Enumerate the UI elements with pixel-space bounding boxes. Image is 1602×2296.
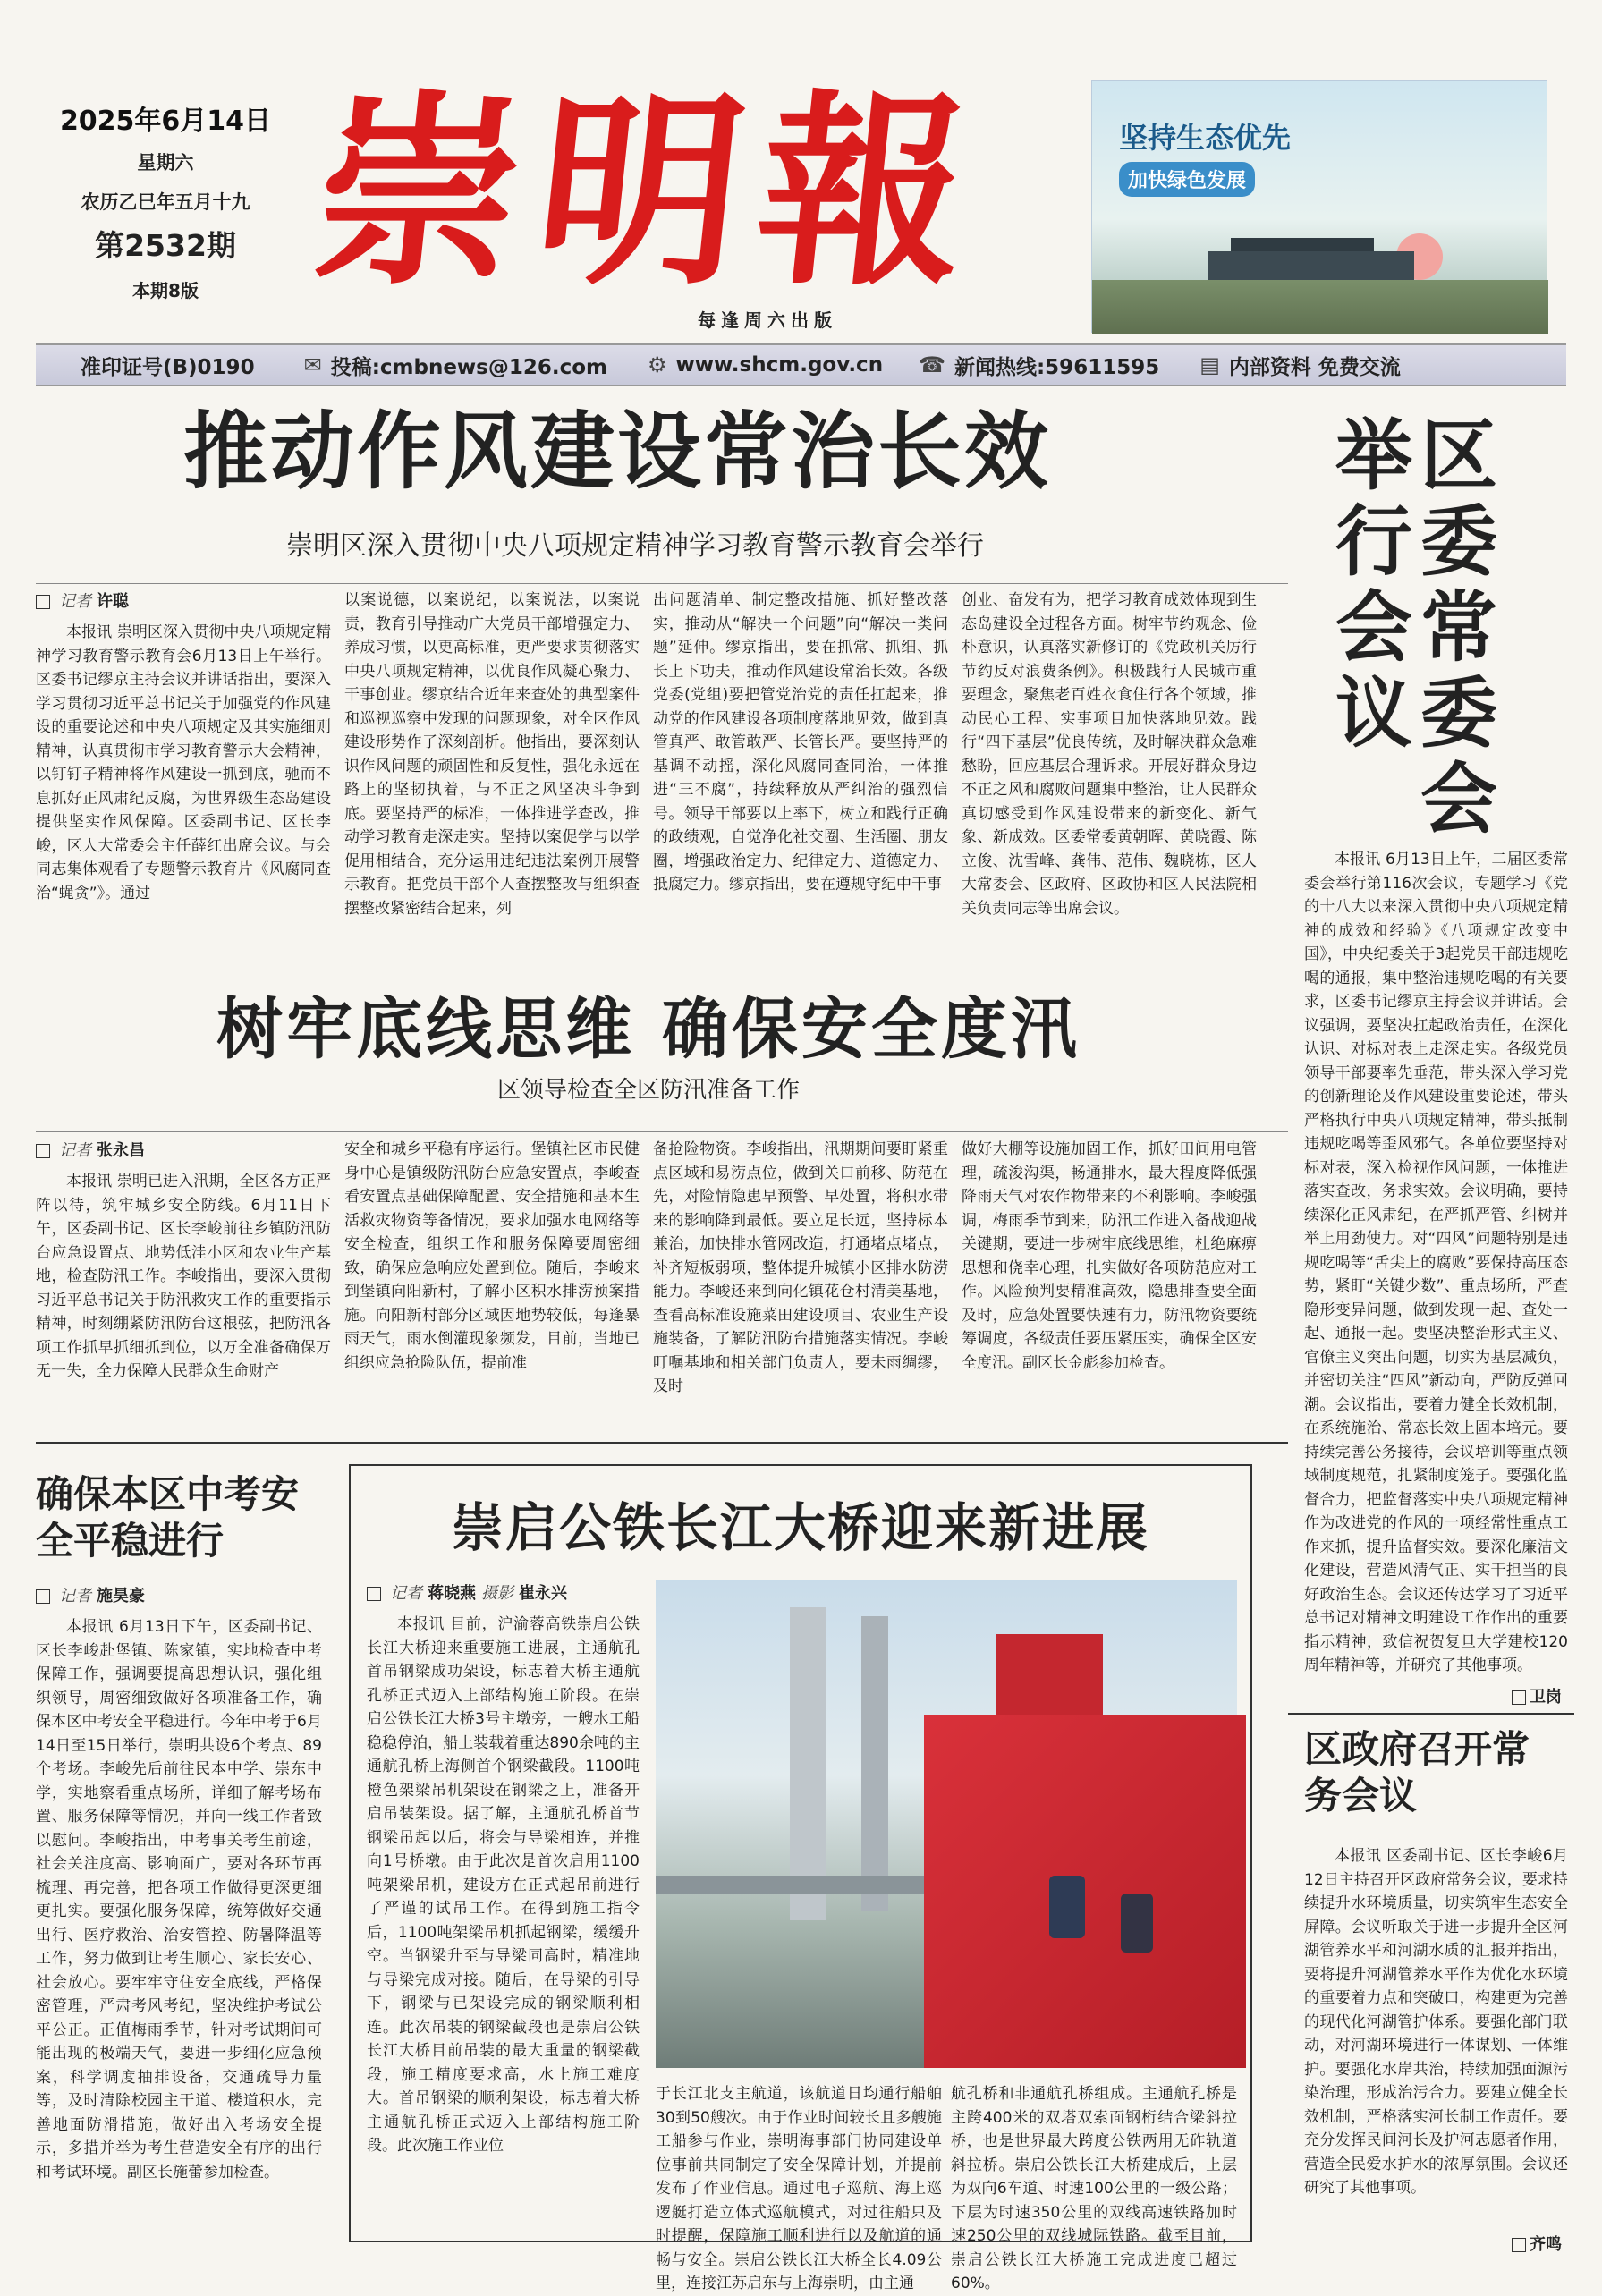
building-graphic (1208, 251, 1414, 282)
distribution-note: 内部资料 免费交流 (1228, 355, 1401, 379)
website-url: www.shcm.gov.cn (675, 353, 884, 377)
email-segment (304, 351, 607, 380)
story4-author: 施昊豪 (97, 1587, 145, 1606)
hotline-segment (919, 351, 1159, 380)
website-segment (648, 352, 883, 377)
issue-date: 2025年6月14日 (59, 106, 272, 137)
bridge-deck-graphic (656, 1876, 924, 1894)
story4-byline: 记者 施昊豪 (36, 1583, 145, 1606)
story1-subtitle: 崇明区深入贯彻中央八项规定精神学习教育警示教育会举行 (286, 530, 984, 562)
issue-number: 第2532期 (95, 228, 236, 263)
lunar-date: 农历乙巳年五月十九 (81, 191, 250, 213)
bridge-tower-graphic (861, 1616, 888, 1911)
story5-column-2: 于长江北支主航道，该航道日均通行船舶30到50艘次。由于作业时间较长且多艘施工船参与作业，崇明海事部门协同建设单位事前共同制定了安全保障计划，并提前发布了作业信息。通过电子巡航、海上巡逻艇打造立体式巡航模式，对过往船只及时提醒，保障施工顺利进行以及航道的通畅与安全。崇启公铁长江大桥全长4.09公里，连接江苏启东与上海崇明，由主通 (656, 2085, 942, 2292)
story5-column-3: 航孔桥和非通航孔桥组成。主通航孔桥是主跨400米的双塔双索面钢桁结合梁斜拉桥，也是世界最大跨度公铁两用无砟轨道斜拉桥。崇启公铁长江大桥建成后，上层为双向6车道、时速100公里的一级公路；下层为时速350公里的双线高速铁路加时速250公里的双线城际铁路。截至目前，崇启公铁长江大桥施工完成进度已超过60%。 (951, 2085, 1237, 2292)
banner-ad-line2: 加快绿色发展 (1119, 162, 1255, 197)
divider (1288, 1713, 1574, 1715)
contribute-icon: ✉ (303, 352, 322, 377)
banner-ad-line1: 坚持生态优先 (1119, 121, 1292, 155)
story2-byline: 卫岗 (1512, 1684, 1562, 1707)
story6-headline: 区政府召开常务会议 (1304, 1727, 1530, 1817)
story2-headline-right: 举 行 会 议 (1335, 411, 1412, 758)
story5-headline: 崇启公铁长江大桥迎来新进展 (451, 1497, 1149, 1558)
story3-column-4: 做好大棚等设施加固工作，抓好田间用电管理，疏浚沟渠，畅通排水，最大程度降低强降雨天气对农作物带来的不利影响。李峻强调，梅雨季节到来，防汛工作进入备战迎战关键期，要进一步树牢底线思维，杜绝麻痹思想和侥幸心理，扎实做好各项防范应对工作。风险预判要精准高效，隐患排查要全面及时，应急处置要快速有力，防汛物资要统筹调度，各级责任要压紧压实，确保全区安全度汛。副区长金彪参加检查。 (962, 1140, 1257, 1372)
note-segment (1199, 351, 1401, 380)
worker-graphic (1121, 1894, 1153, 1953)
phone-icon: ☎ (919, 352, 945, 377)
license-segment (81, 351, 255, 380)
globe-icon: ⚙ (648, 352, 667, 377)
story2-body: 本报讯 6月13日上午，二届区委常委会举行第116次会议，专题学习《党的十八大以来深入贯彻中央八项规定精神的成效和经验》《八项规定改变中国》，中央纪委关于3起党员干部违规吃喝的通报，集中整治违规吃喝的有关要求，区委书记缪京主持会议并讲话。会议强调，要坚决扛起政治责任，在深化认识、对标对表上走深走实。各级党员领导干部要率先垂范，带头深入学习党的创新理论及作风建设重要论述，带头严格执行中央八项规定精神，带头抵制违规吃喝等歪风邪气。各单位要坚持对标对表，深入检视作风问题，一体推进落实查改，务求实效。会议明确，要持续深化正风肃纪，在严抓严管、纠树并举上用劲使力。对“四风”问题特别是违规吃喝等“舌尖上的腐败”要保持高压态势，紧盯“关键少数”、重点场所，严查隐形变异问题，做到发现一起、查处一起、通报一起。要坚决整治形式主义、官僚主义突出问题，切实为基层减负，并密切关注“四风”新动向，严防反弹回潮。会议指出，要着力健全长效机制，在系统施治、常态长效上固本培元。要持续完善公务接待，会议培训等重点领域制度规范，扎紧制度笼子。要强化监督合力，把监督落实中央八项规定精神作为改进党的作风的一项经常性重点工作来抓，提升监督实效。要深化廉洁文化建设，营造风清气正、实干担当的良好政治生态。会议还传达学习了习近平总书记对精神文明建设工作作出的重要指示精神，致信祝贺复旦大学建校120周年精神等，并研究了其他事项。 (1304, 851, 1568, 1674)
story1-byline: 记者 许聪 (36, 589, 129, 612)
divider (36, 1442, 1288, 1444)
bridge-tower-graphic (790, 1607, 826, 1920)
news-hotline: 新闻热线:59611595 (954, 355, 1160, 379)
bridge-construction-photo (656, 1580, 1237, 2068)
story6-byline: 齐鸣 (1512, 2232, 1562, 2255)
story5-photographer: 崔永兴 (519, 1584, 567, 1603)
story3-headline: 树牢底线思维 确保安全度汛 (216, 991, 1081, 1068)
divider (36, 1131, 1288, 1132)
story3-byline: 记者 张永昌 (36, 1138, 145, 1161)
story4-headline: 确保本区中考安全平稳进行 (36, 1472, 300, 1563)
story1-headline: 推动作风建设常治长效 (182, 402, 1051, 501)
divider (36, 583, 1288, 584)
story3-column-2: 安全和城乡平稳有序运行。堡镇社区市民健身中心是镇级防汛防台应急安置点，李峻查看安置点基础保障配置、安全措施和基本生活救灾物资等备情况，要求加强水电网络等安全检查，组织工作和服务保障要周密细致，确保应急响应处置到位。随后，李峻来到堡镇向阳新村，了解小区积水排涝预案措施。向阳新村部分区域因地势较低，每逢暴雨天气，雨水倒灌现象频发，目前，当地已组织应急抢险队伍，提前准 (344, 1140, 640, 1372)
story3-subtitle: 区领导检查全区防汛准备工作 (496, 1077, 800, 1104)
story1-author: 许聪 (97, 592, 129, 611)
story1-column-1: 本报讯 崇明区深入贯彻中央八项规定精神学习教育警示教育会6月13日上午举行。区委书记缪京主持会议并讲话指出，要深入学习贯彻习近平总书记关于加强党的作风建设的重要论述和中央八项规定及其实施细则精神，认真贯彻市学习教育警示大会精神，以钉钉子精神将作风建设一抓到底，驰而不息抓好正风肃纪反腐，为世界级生态岛建设提供坚实作风保障。区委副书记、区长李峻，区人大常委会主任薛红出席会议。与会同志集体观看了专题警示教育片《风腐同查治“蝇贪”》。通过 (36, 623, 331, 902)
masthead-date-block (49, 100, 282, 311)
page-count: 本期8版 (132, 280, 199, 301)
story3-author: 张永昌 (97, 1141, 145, 1160)
info-bar (36, 343, 1566, 386)
worker-graphic (1049, 1876, 1085, 1938)
story3-column-1: 本报讯 崇明已进入汛期，全区各方正严阵以待，筑牢城乡安全防线。6月11日下午，区委副书记、区长李峻前往乡镇防汛防台应急设置点、地势低洼小区和农业生产基地，检查防汛工作。李峻指出，要深入贯彻习近平总书记关于防汛救灾工作的重要指示精神，时刻绷紧防汛防台这根弦，把防汛各项工作抓早抓细抓到位，以万全准备确保万无一失，全力保障人民群众生命财产 (36, 1173, 331, 1380)
weekday: 星期六 (137, 152, 194, 174)
byline-square-icon (36, 595, 50, 609)
license-number: 准印证号(B)0190 (81, 355, 255, 379)
story1-column-2: 以案说德，以案说纪，以案说法，以案说责，教育引导推动广大党员干部增强定力、养成习惯，以更高标准，更严要求贯彻落实中央八项规定精神，以优良作风凝心聚力、干事创业。缪京结合近年来查处的典型案件和巡视巡察中发现的问题现象，对全区作风建设形势作了深刻剖析。他指出，要深刻认识作风问题的顽固性和反复性，强化永远在路上的坚韧执着，与不正之风坚决斗争到底。要坚持严的标准，一体推进学查改，推动学习教育走深走实。坚持以案促学与以学促用相结合，充分运用违纪违法案例开展警示教育。把党员干部个人查摆整改与组织查摆整改紧密结合起来，列 (344, 591, 640, 918)
newspaper-logo: 崇明報 (302, 72, 995, 313)
story1-column-4: 创业、奋发有为，把学习教育成效体现到生态岛建设全过程各方面。树牢节约观念、俭朴意识，认真落实新修订的《党政机关厉行节约反对浪费条例》。积极践行人民城市重要理念，聚焦老百姓衣食住行各个领域，推动民心工程、实事项目加快落地见效。践行“四下基层”优良传统，及时解决群众急难愁盼，回应基层合理诉求。开展好群众身边不正之风和腐败问题集中整治，让人民群众真切感受到作风建设带来的新变化、新气象、新成效。区委常委黄朝晖、黄晓霞、陈立俊、沈雪峰、龚伟、范伟、魏晓栋，区人大常委会、区政府、区政协和区人民法院相关负责同志等出席会议。 (962, 591, 1257, 918)
story3-column-3: 备抢险物资。李峻指出，汛期期间要盯紧重点区域和易涝点位，做到关口前移、防范在先，对险情隐患早预警、早处置，将积水带来的影响降到最低。要立足长远，坚持标本兼治，加快排水管网改造，打通堵点堵点，补齐短板弱项，整体提升城镇小区排水防涝能力。李峻还来到向化镇花仓村清美基地，查看高标准设施菜田建设项目、农业生产设施装备，了解防汛防台措施落实情况。李峻叮嘱基地和相关部门负责人，要未雨绸缪，及时 (653, 1140, 948, 1395)
story2-headline-left: 区 委 常 委 会 (1420, 411, 1497, 844)
story1-column-3: 出问题清单、制定整改措施、抓好整改落实，推动从“解决一个问题”向“解决一类问题”延伸。缪京指出，要在抓常、抓细、抓长上下功夫，推动作风建设常治长效。各级党委(党组)要把管党治党的责任扛起来，推动党的作风建设各项制度落地见效，做到真管真严、敢管敢严、长管长严。要坚持严的基调不动摇，深化风腐同查同治，一体推进“三不腐”，持续释放从严纠治的强烈信号。领导干部要以上率下，树立和践行正确的政绩观，自觉净化社交圈、生活圈、朋友圈，增强政治定力、纪律定力、道德定力、抵腐定力。缪京指出，要在遵规守纪中干事 (653, 591, 948, 894)
story5-author: 蒋晓燕 (428, 1584, 476, 1603)
wetland-graphic (1092, 280, 1548, 334)
publication-frequency: 每逢周六出版 (698, 309, 837, 331)
story5-byline: 记者 蒋晓燕 摄影 崔永兴 (367, 1580, 567, 1604)
document-icon: ▤ (1199, 352, 1220, 377)
story5-column-1: 本报讯 目前，沪渝蓉高铁崇启公铁长江大桥迎来重要施工进展，主通航孔首吊钢梁成功架设，标志着大桥主通航孔桥正式迈入上部结构施工阶段。在崇启公铁长江大桥3号主墩旁，一艘水工船稳稳停泊，船上装载着重达890余吨的主通航孔桥上海侧首个钢梁截段。1100吨橙色架梁吊机架设在钢梁之上，准备开启吊装架设。据了解，主通航孔桥首节钢梁吊起以后，将会与导梁相连，并推向1号桥墩。由于此次是首次启用1100吨架梁吊机，建设方在正式起吊前进行了严谨的试吊工作。在得到施工指令后，1100吨架梁吊机抓起钢梁，缓缓升空。当钢梁升至与导梁同高时，精准地与导梁完成对接。随后，在导梁的引导下，钢梁与已架设完成的钢梁顺利相连。此次吊装的钢梁截段也是崇启公铁长江大桥目前吊装的最大重量的钢梁截段，施工精度要求高，水上施工难度大。首吊钢梁的顺利架设，标志着大桥主通航孔桥正式迈入上部结构施工阶段。此次施工作业位 (367, 1615, 640, 2155)
contribute-email: 投稿:cmbnews@126.com (330, 355, 608, 379)
story6-body: 本报讯 区委副书记、区长李峻6月12日主持召开区政府常务会议，要求持续提升水环境质量，切实筑牢生态安全屏障。会议听取关于进一步提升全区河湖管养水平和河湖水质的汇报并指出，要将提升河湖管养水平作为优化水环境的重要着力点和突破口，构建更为完善的现代化河湖管护体系。要强化部门联动，对河湖环境进行一体谋划、一体维护。要强化水岸共治，持续加强面源污染治理，形成治污合力。要建立健全长效机制，严格落实河长制工作责任。要充分发挥民间河长及护河志愿者作用，营造全民爱水护水的浓厚氛围。会议还研究了其他事项。 (1304, 1847, 1568, 2197)
banner-ad (1091, 80, 1547, 333)
red-crane-graphic (924, 1715, 1246, 2068)
story4-body: 本报讯 6月13日下午，区委副书记、区长李峻赴堡镇、陈家镇，实地检查中考保障工作，强调要提高思想认识，强化组织领导，周密细致做好各项准备工作，确保本区中考安全平稳进行。今年中考于6月14日至15日举行，崇明共设6个考点、89个考场。李峻先后前往民本中学、崇东中学，实地察看重点场所，详细了解考场布置、服务保障等情况，并向一线工作者致以慰问。李峻指出，中考事关考生前途，社会关注度高、影响面广，要对各环节再梳理、再完善，把各项工作做得更深更细更扎实。要强化服务保障，统筹做好交通出行、医疗救治、治安管控、防暑降温等工作，努力做到让考生顺心、家长安心、社会放心。要牢牢守住安全底线，严格保密管理，严肃考风考纪，坚决维护考试公平公正。正值梅雨季节，针对考试期间可能出现的极端天气，要进一步细化应急预案，科学调度抽排设备，交通疏导力量等，及时清除校园主干道、楼道积水，完善地面防滑措施，做好出入考场安全提示，多措并举为考生营造安全有序的出行和考试环境。副区长施蕾参加检查。 (36, 1618, 322, 2182)
